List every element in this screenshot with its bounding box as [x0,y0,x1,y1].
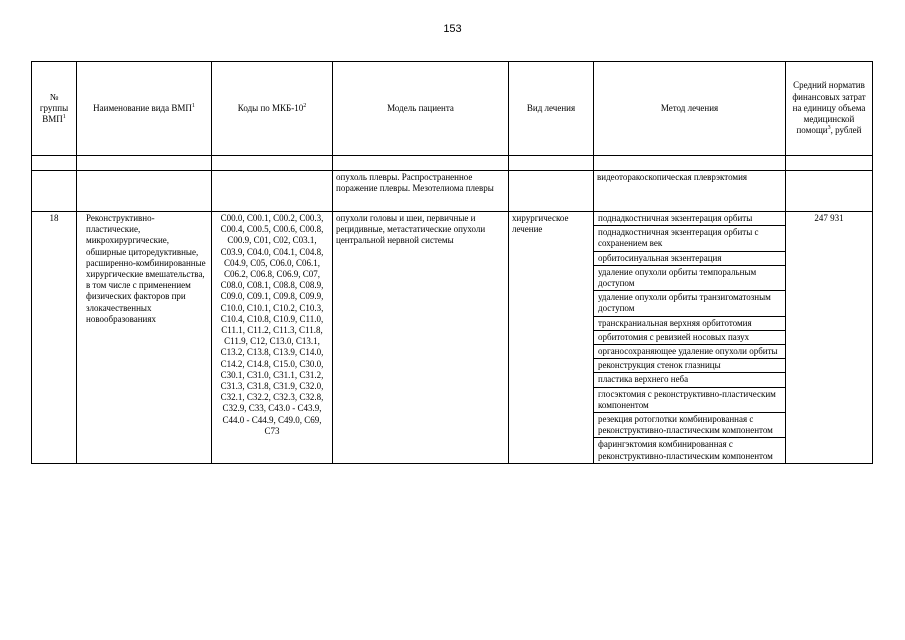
method-item: фарингэктомия комбинированная с реконструктивно-пластическим компонентом [598,439,773,461]
header-row [32,62,873,156]
method-item: удаление опухоли орбиты темпоральным доступом [594,266,785,291]
method-item: поднадкостничная экзентерация орбиты [594,212,785,226]
method-item: орбитотомия с ревизией носовых пазух [594,331,785,345]
table-row-18 [32,212,873,464]
method-item: реконструкция стенок глазницы [594,359,785,373]
header-treatment-type: Вид лечения [509,62,594,156]
patient-model: опухоли головы и шеи, первичные и рецидивные, метастатические опухоли центральной нервной системы [333,212,509,464]
method-item: транскраниальная верхняя орбитотомия [594,317,785,331]
method-list [594,212,786,464]
cont-model: опухоль плевры. Распространенное поражение плевры. Мезотелиома плевры [333,171,509,212]
header-group-no: № группы ВМП$^1$ [32,62,77,156]
method-item: резекция ротоглотки комбинированная с реконструктивно-пластическим компонентом [594,413,785,438]
header-name: Наименование вида ВМП$^1$ [77,62,212,156]
method-item: орбитосинуальная экзентерация [594,252,785,266]
header-method: Метод лечения [594,62,786,156]
treatment-type: хирургическое лечение [509,212,594,464]
header-codes: Коды по МКБ-$10^2$ [212,62,333,156]
cost-value: 247 931 [786,212,873,464]
icd-codes: С00.0, С00.1, С00.2, С00.3, С00.4, С00.5, С00.6, С00.8, С00.9, С01, С02, С03.1, С03.9, С04.0, С04.1, С04.8, С04.9, С05, С06.0, С06.1, С06.2, С06.8, С06.9, С07, С08.0, С08.1, С08.8, С08.9, С09.0, С09.1, С09.8, С09.9, С10.0, С10.1, С10.2, С10.3, С10.4, С10.8, С10.9, С11.0, С11.1, С11.2, С11.3, С11.8, С11.9, С12, С13.0, С13.1, С13.2, С13.8, С13.9, С14.0, С14.2, С14.8, С15.0, С30.0, С30.1, С31.0, С31.1, С31.2, С31.3, С31.8, С31.9, С32.0, С32.1, С32.2, С32.3, С32.8, С32.9, С33, С43.0 - С43.9, С44.0 - С44.9, С49.0, С69, С73 [212,212,333,464]
method-item: пластика верхнего неба [594,373,785,387]
method-item: удаление опухоли орбиты транзигоматозным доступом [594,291,785,316]
method-item: органосохраняющее удаление опухоли орбиты [594,345,785,359]
header-model: Модель пациента [333,62,509,156]
continuation-row [32,171,873,212]
cont-method: видеоторакоскопическая плеврэктомия [594,171,786,212]
page-number: 153 [443,23,462,35]
empty-row [32,156,873,171]
method-item: глосэктомия с реконструктивно-пластическим компонентом [594,388,785,413]
vmp-table [31,61,873,464]
group-number: 18 [32,212,77,464]
method-item: поднадкостничная экзентерация орбиты с сохранением век [594,226,785,251]
vmp-name: Реконструктивно-пластические, микрохирургические, обширные циторедуктивные, расширенно-комбинированные хирургические вмешательства, в том числе с применением физических факторов при злокачественных новообразованиях [77,212,212,464]
header-cost: Средний норматив финансовых затрат на единицу объема медицинской помощи$^3$, рублей [786,62,873,156]
